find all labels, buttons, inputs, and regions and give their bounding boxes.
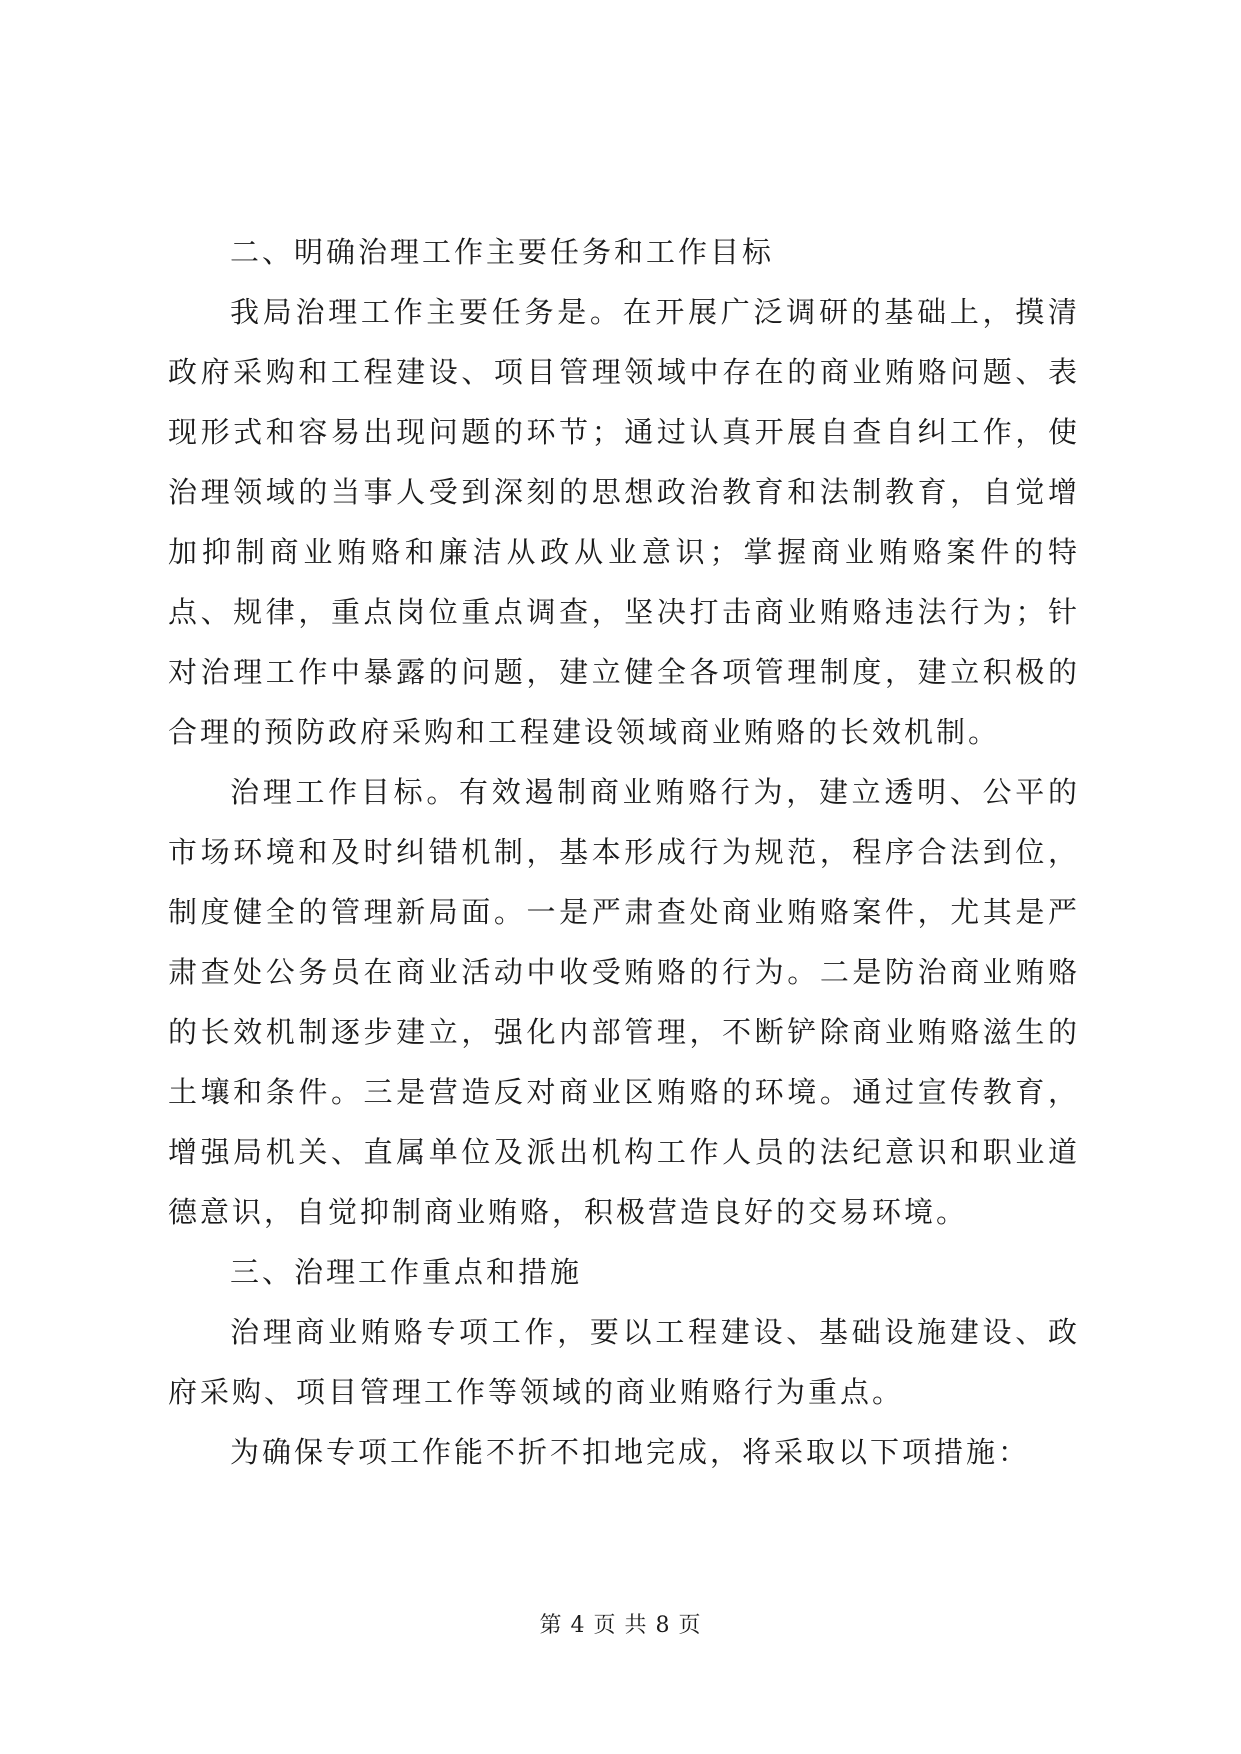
section-heading-3: 三、治理工作重点和措施 [230, 1255, 583, 1289]
paragraph-focus: 治理商业贿赂专项工作，要以工程建设、基础设施建设、政府采购、项目管理工作等领域的商业贿赂行为重点。 [168, 1315, 1080, 1409]
paragraph-main-tasks: 我局治理工作主要任务是。在开展广泛调研的基础上，摸清政府采购和工程建设、项目管理领域中存在的商业贿赂问题、表现形式和容易出现问题的环节；通过认真开展自查自纠工作，使治理领域的当事人受到深刻的思想政治教育和法制教育，自觉增加抑制商业贿赂和廉洁从政从业意识；掌握商业贿赂案件的特点、规律，重点岗位重点调查，坚决打击商业贿赂违法行为；针对治理工作中暴露的问题，建立健全各项管理制度，建立积极的合理的预防政府采购和工程建设领域商业贿赂的长效机制。 [168, 295, 1080, 749]
section-heading-2: 二、明确治理工作主要任务和工作目标 [230, 235, 775, 269]
page-number-footer: 第 4 页 共 8 页 [539, 1613, 702, 1638]
document-body [168, 222, 1080, 1482]
paragraph-work-goals: 治理工作目标。有效遏制商业贿赂行为，建立透明、公平的市场环境和及时纠错机制，基本形成行为规范，程序合法到位，制度健全的管理新局面。一是严肃查处商业贿赂案件，尤其是严肃查处公务员在商业活动中收受贿赂的行为。二是防治商业贿赂的长效机制逐步建立，强化内部管理，不断铲除商业贿赂滋生的土壤和条件。三是营造反对商业区贿赂的环境。通过宣传教育，增强局机关、直属单位及派出机构工作人员的法纪意识和职业道德意识，自觉抑制商业贿赂，积极营造良好的交易环境。 [168, 775, 1080, 1229]
paragraph-measures: 为确保专项工作能不折不扣地完成，将采取以下项措施： [230, 1435, 1031, 1469]
